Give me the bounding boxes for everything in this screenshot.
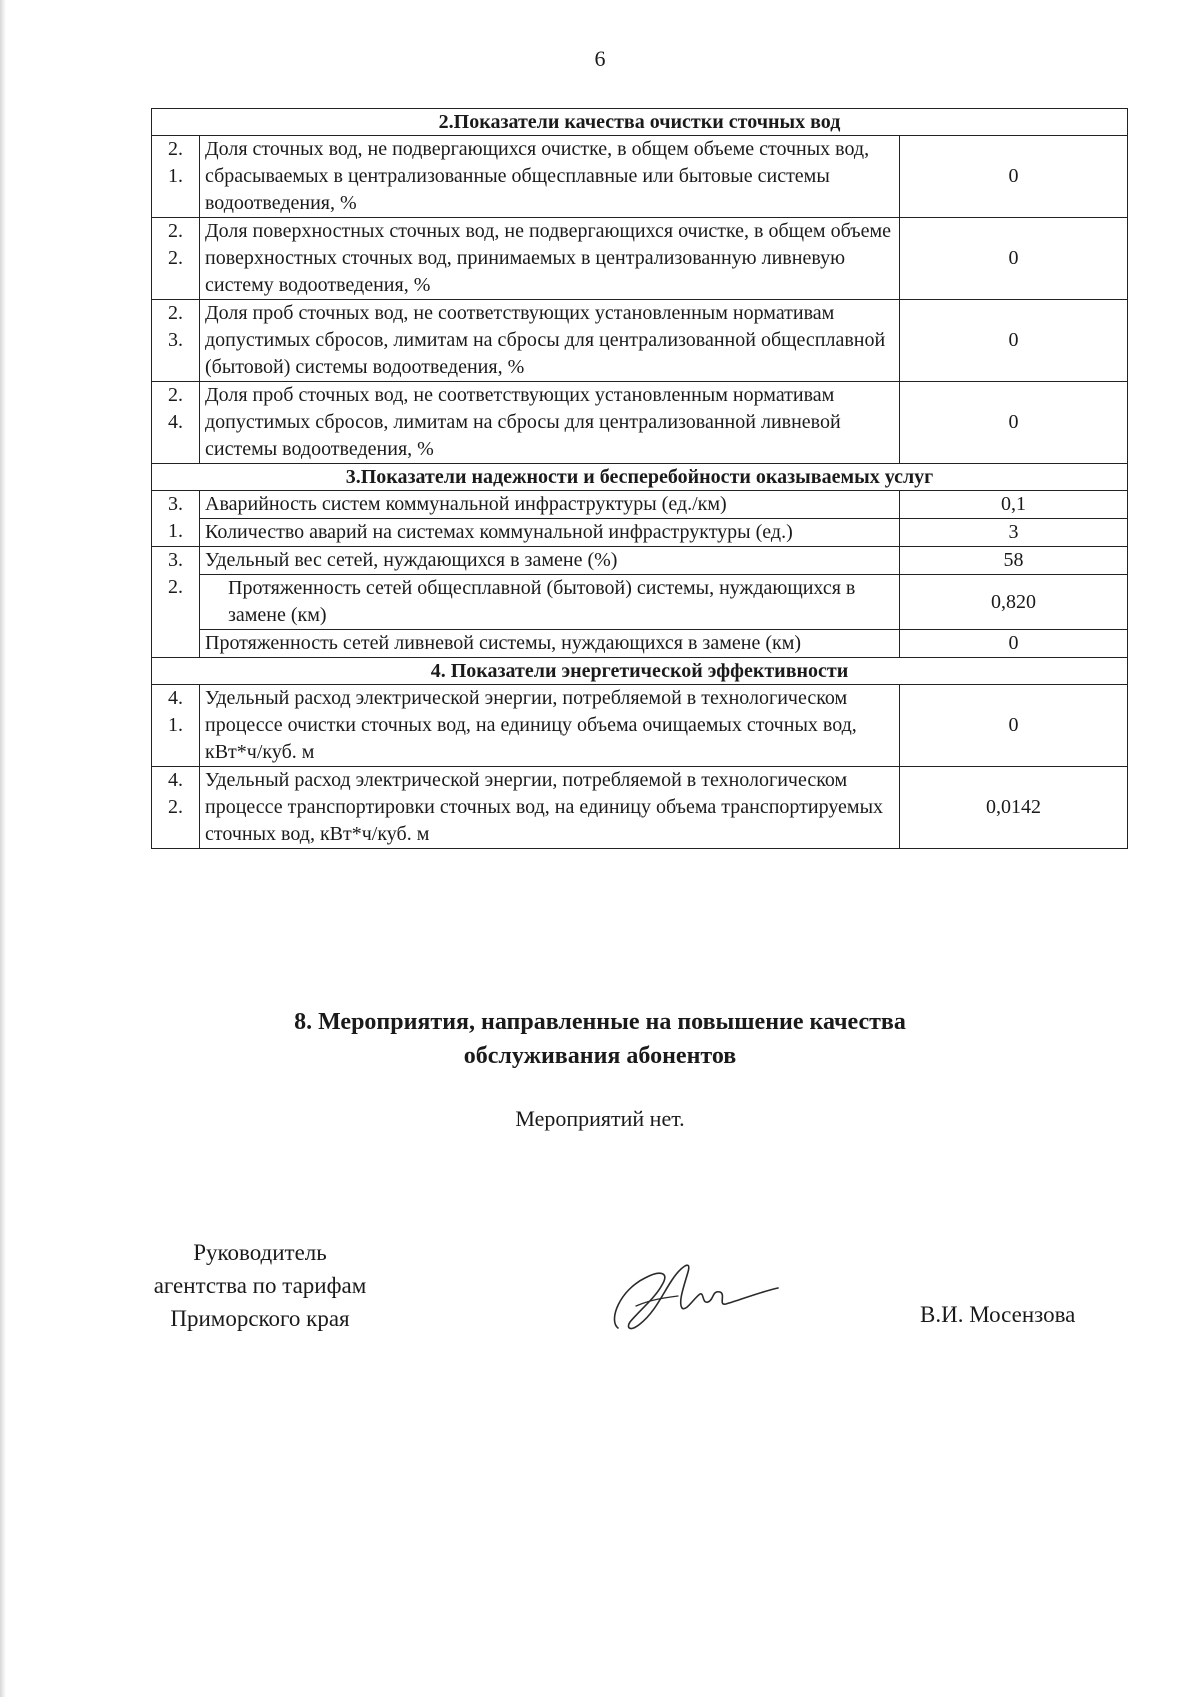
indicator-value: 58 [900, 547, 1128, 575]
section-heading [0, 1005, 1200, 1073]
section-header-row [152, 658, 1128, 685]
signatory-position [110, 1236, 410, 1335]
table-row [152, 630, 1128, 658]
table-row [152, 218, 1128, 300]
row-number: 4. 2. [152, 767, 200, 849]
scan-edge-shadow [0, 0, 6, 1697]
indicator-name: Аварийность систем коммунальной инфраструктуры (ед./км) [200, 491, 900, 519]
table-row [152, 547, 1128, 575]
table-row [152, 300, 1128, 382]
indicator-value: 0,820 [900, 575, 1128, 630]
indicator-value: 0 [900, 382, 1128, 464]
indicator-name: Удельный расход электрической энергии, потребляемой в технологическом процессе транспортировки сточных вод, на единицу объема транспортируемых сточных вод, кВт*ч/куб. м [200, 767, 900, 849]
indicator-name: Доля сточных вод, не подвергающихся очистке, в общем объеме сточных вод, сбрасываемых в централизованные общесплавные или бытовые системы водоотведения, % [200, 136, 900, 218]
section-header-row [152, 464, 1128, 491]
section-header-row [152, 109, 1128, 136]
indicator-name: Удельный вес сетей, нуждающихся в замене (%) [200, 547, 900, 575]
page-number: 6 [594, 46, 606, 71]
position-line: Руководитель [193, 1240, 327, 1265]
section-title: 3.Показатели надежности и бесперебойности оказываемых услуг [152, 464, 1128, 491]
indicator-name: Доля проб сточных вод, не соответствующих установленным нормативам допустимых сбросов, лимитам на сбросы для централизованной ливневой системы водоотведения, % [200, 382, 900, 464]
table-row [152, 382, 1128, 464]
table-row [152, 685, 1128, 767]
position-line: Приморского края [170, 1306, 350, 1331]
indicator-value: 0 [900, 685, 1128, 767]
row-number: 2. 4. [152, 382, 200, 464]
indicator-value: 0 [900, 218, 1128, 300]
table-row [152, 519, 1128, 547]
signer-name: В.И. Мосензова [920, 1302, 1076, 1327]
indicator-value: 0 [900, 300, 1128, 382]
section-title: 2.Показатели качества очистки сточных вод [152, 109, 1128, 136]
indicators-table [151, 108, 1128, 849]
indicator-value: 0 [900, 630, 1128, 658]
table-row [152, 575, 1128, 630]
row-number: 3. 2. [152, 547, 200, 658]
row-number: 3. 1. [152, 491, 200, 547]
table-row [152, 136, 1128, 218]
indicator-name: Протяженность сетей общесплавной (бытовой) системы, нуждающихся в замене (км) [200, 575, 900, 630]
row-number: 2. 3. [152, 300, 200, 382]
indicator-value: 3 [900, 519, 1128, 547]
section-heading-line: обслуживания абонентов [463, 1043, 737, 1069]
indicator-name: Количество аварий на системах коммунальной инфраструктуры (ед.) [200, 519, 900, 547]
row-number: 4. 1. [152, 685, 200, 767]
indicator-value: 0 [900, 136, 1128, 218]
handwritten-signature-icon [600, 1250, 780, 1340]
no-measures-text: Мероприятий нет. [515, 1106, 685, 1131]
position-line: агентства по тарифам [153, 1273, 367, 1298]
indicator-value: 0,1 [900, 491, 1128, 519]
section-title: 4. Показатели энергетической эффективности [152, 658, 1128, 685]
indicator-name: Удельный расход электрической энергии, потребляемой в технологическом процессе очистки сточных вод, на единицу объема очищаемых сточных вод, кВт*ч/куб. м [200, 685, 900, 767]
table-row [152, 767, 1128, 849]
indicator-name: Доля поверхностных сточных вод, не подвергающихся очистке, в общем объеме поверхностных сточных вод, принимаемых в централизованную ливневую систему водоотведения, % [200, 218, 900, 300]
indicator-name: Доля проб сточных вод, не соответствующих установленным нормативам допустимых сбросов, лимитам на сбросы для централизованной общесплавной (бытовой) системы водоотведения, % [200, 300, 900, 382]
indicator-name: Протяженность сетей ливневой системы, нуждающихся в замене (км) [200, 630, 900, 658]
row-number: 2. 1. [152, 136, 200, 218]
table-row [152, 491, 1128, 519]
row-number: 2. 2. [152, 218, 200, 300]
indicator-value: 0,0142 [900, 767, 1128, 849]
section-heading-line: 8. Мероприятия, направленные на повышение качества [294, 1009, 906, 1035]
